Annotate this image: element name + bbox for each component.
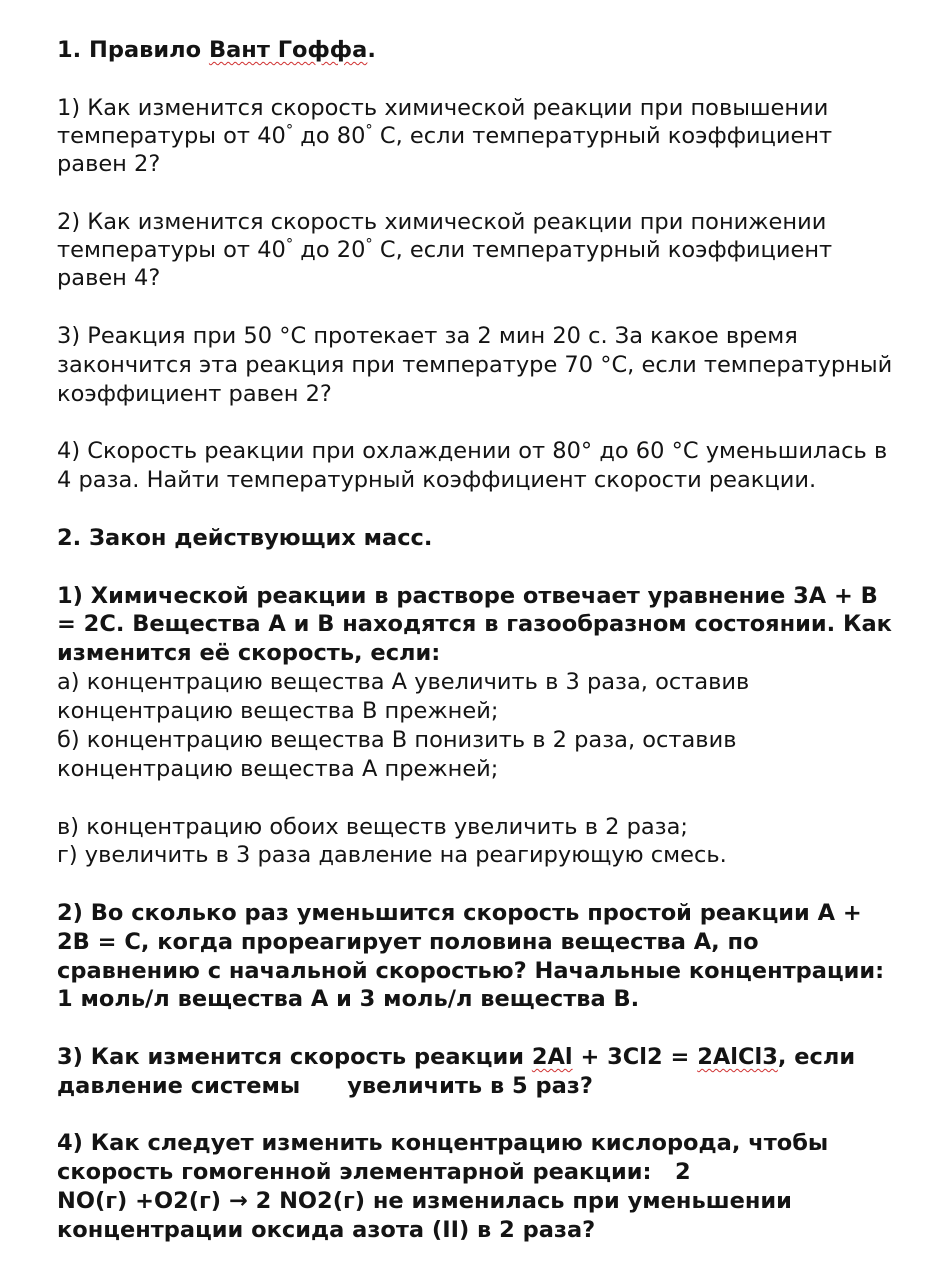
problem-2-2-line-4: 1 моль/л вещества А и 3 моль/л вещества В. <box>57 986 640 1012</box>
problem-2-4-line-3: NO(г) +O2(г) → 2 NO2(г) не изменилась при уменьшении <box>57 1188 792 1214</box>
problem-2-4-line-4: концентрации оксида азота (II) в 2 раза? <box>57 1217 596 1243</box>
degree-sign: ° <box>365 235 373 253</box>
problem-2-4-line-2: скорость гомогенной элементарной реакции: 2 <box>57 1159 691 1185</box>
problem-2-4-line-1: 4) Как следует изменить концентрацию кислорода, чтобы <box>57 1130 829 1156</box>
problem-1-3-line-1: 3) Реакция при 50 °С протекает за 2 мин 20 с. За какое время <box>57 323 798 349</box>
problem-2-1-option-c: в) концентрацию обоих веществ увеличить в 2 раза; <box>57 814 688 840</box>
degree-sign: ° <box>365 121 373 139</box>
problem-2-2-line-1: 2) Во сколько раз уменьшится скорость простой реакции А + <box>57 900 862 926</box>
problem-2-1-option-b-line-1: б) концентрацию вещества В понизить в 2 раза, оставив <box>57 727 737 753</box>
problem-2-2-line-2: 2В = С, когда прореагирует половина вещества А, по <box>57 929 759 955</box>
problem-1-1-line-3: равен 2? <box>57 151 161 177</box>
problem-1-3-line-2: закончится эта реакция при температуре 70 °С, если температурный <box>57 352 893 378</box>
problem-2-1-option-b-line-2: концентрацию вещества А прежней; <box>57 756 499 782</box>
problem-2-1-line-3: изменится её скорость, если: <box>57 640 441 666</box>
problem-2-1-option-a-line-2: концентрацию вещества В прежней; <box>57 698 499 724</box>
problem-2-1-option-d: г) увеличить в 3 раза давление на реагирующую смесь. <box>57 842 727 868</box>
section-1-heading <box>57 36 376 64</box>
problem-1-1-line-2: температуры от 40° до 80° С, если температурный коэффициент <box>57 121 833 149</box>
problem-1-3-line-3: коэффициент равен 2? <box>57 381 332 407</box>
degree-sign: ° <box>285 121 294 139</box>
problem-1-4-line-1: 4) Скорость реакции при охлаждении от 80° до 60 °С уменьшилась в <box>57 438 888 464</box>
heading-prefix: 1. Правило <box>57 37 209 63</box>
problem-2-2-line-3: сравнению с начальной скоростью? Начальные концентрации: <box>57 958 885 984</box>
degree-sign: ° <box>285 235 294 253</box>
heading-suffix: . <box>367 37 376 63</box>
problem-1-4-line-2: 4 раза. Найти температурный коэффициент скорости реакции. <box>57 467 817 493</box>
reactant-al: 2Al <box>531 1044 573 1070</box>
problem-2-3-line-1: 3) Как изменится скорость реакции 2Al + 3Cl2 = 2AlCl3, если <box>57 1044 856 1070</box>
heading-name: Вант Гоффа <box>208 37 368 63</box>
problem-2-3-line-2: давление системы увеличить в 5 раз? <box>57 1073 593 1099</box>
problem-2-1-line-2: = 2С. Вещества А и В находятся в газообразном состоянии. Как <box>57 611 892 637</box>
section-2-heading: 2. Закон действующих масс. <box>57 525 433 551</box>
problem-1-2-line-1: 2) Как изменится скорость химической реакции при понижении <box>57 209 827 235</box>
product-alcl3: 2AlCl3 <box>697 1044 778 1070</box>
problem-2-1-option-a-line-1: а) концентрацию вещества А увеличить в 3 раза, оставив <box>57 669 750 695</box>
problem-1-2-line-3: равен 4? <box>57 265 161 291</box>
problem-1-1-line-1: 1) Как изменится скорость химической реакции при повышении <box>57 95 829 121</box>
problem-2-1-line-1: 1) Химической реакции в растворе отвечает уравнение 3А + В <box>57 583 878 609</box>
problem-1-2-line-2: температуры от 40° до 20° С, если температурный коэффициент <box>57 235 833 263</box>
